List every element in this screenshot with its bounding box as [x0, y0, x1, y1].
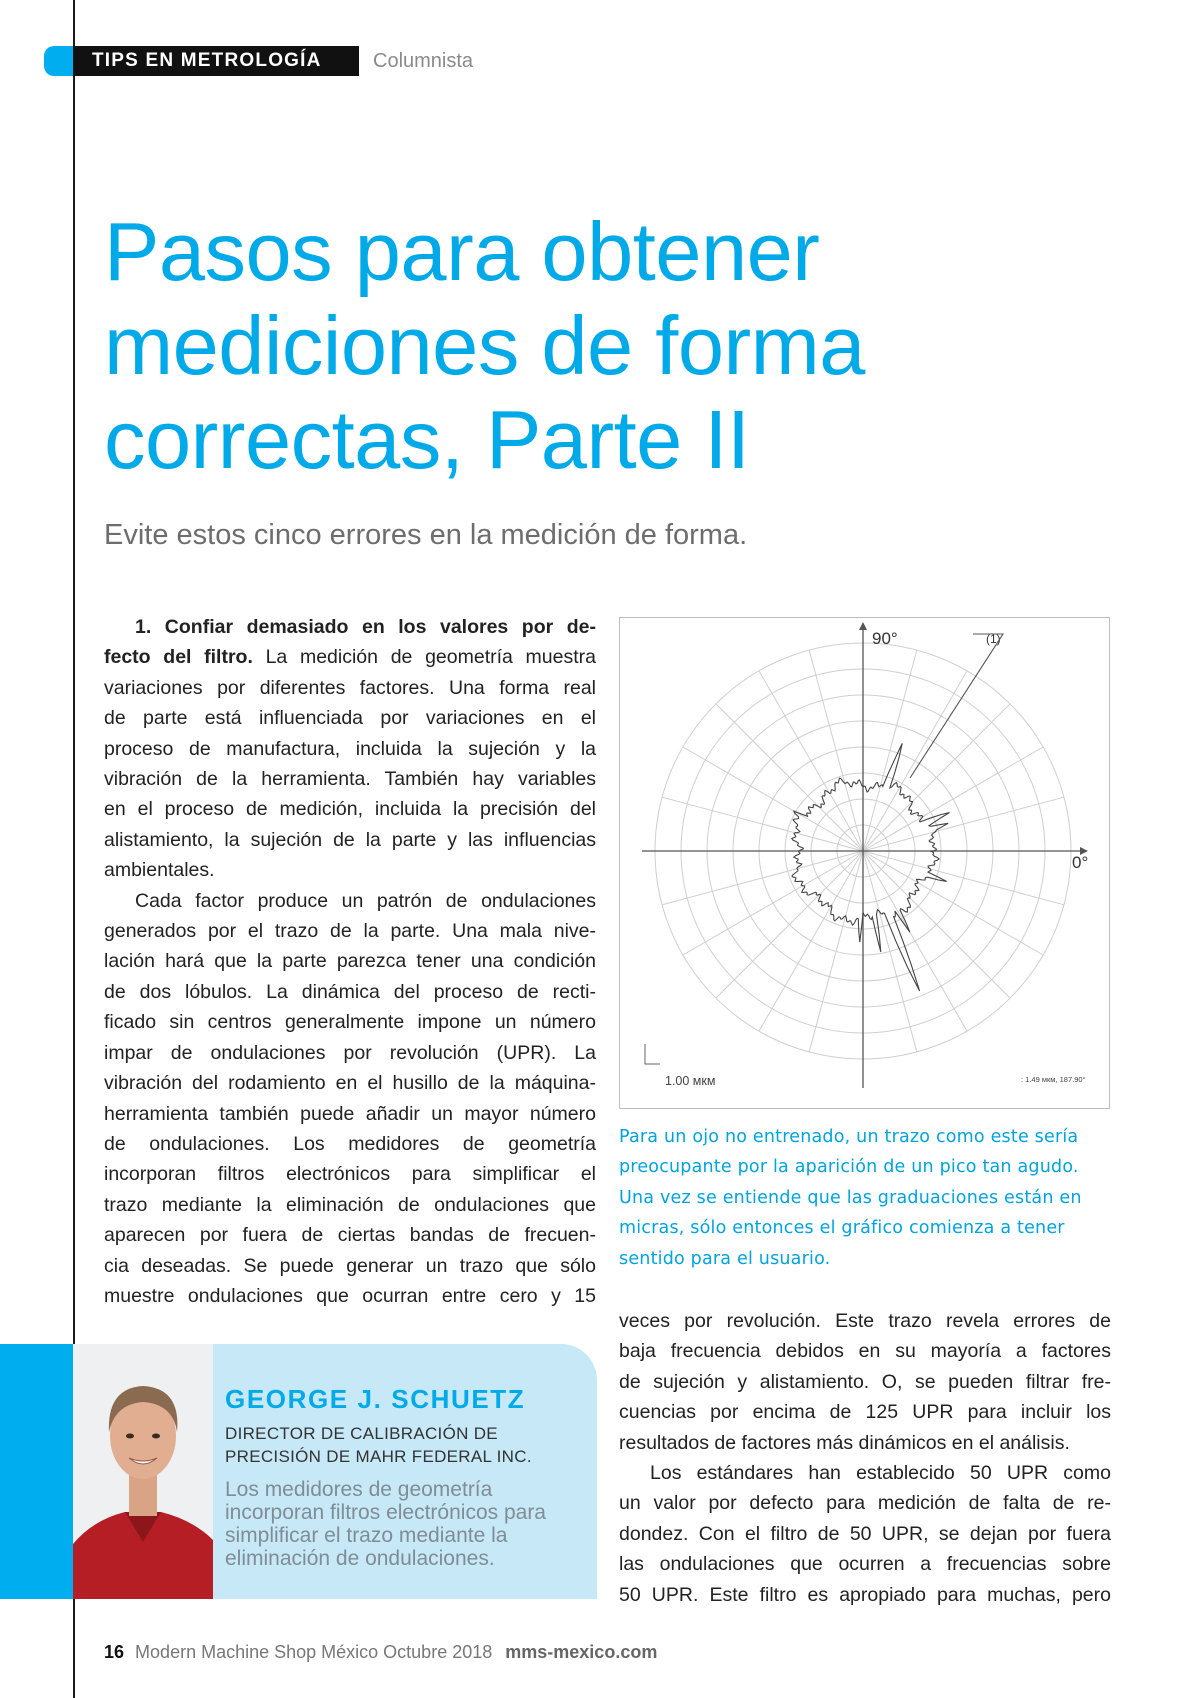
body-line: alistamiento, la sujeción de la parte y las influencias: [104, 828, 596, 851]
caption-line: preocupante por la aparición de un pico tan agudo.: [619, 1157, 1079, 1178]
body-line: 50 UPR. Este filtro es apropiado para muchas, pero: [619, 1583, 1111, 1606]
section-heading-part: 1. Confiar demasiado en los valores por de-: [135, 616, 596, 638]
page-number: 16: [104, 1642, 125, 1662]
header-accent-tab: [44, 46, 73, 76]
quote-line: incorporan filtros electrónicos para: [225, 1501, 546, 1524]
quote-line: simplificar el trazo mediante la: [225, 1524, 508, 1547]
author-pull-quote: [225, 1478, 546, 1570]
title-line: mediciones de forma: [104, 299, 865, 392]
body-line: de parte está influenciada por variaciones en el: [104, 707, 596, 730]
publication-info: Modern Machine Shop México Octubre 2018: [135, 1642, 493, 1662]
body-line: de dos lóbulos. La dinámica del proceso de recti-: [104, 980, 596, 1003]
body-line: de ondulaciones. Los medidores de geometría: [104, 1132, 596, 1155]
body-line: herramienta también puede añadir un mayor número: [104, 1102, 596, 1125]
body-line: un valor por defecto para medición de falta de re-: [619, 1492, 1111, 1515]
author-role-line: DIRECTOR DE CALIBRACIÓN DE: [225, 1424, 498, 1443]
scale-label: 1.00 мкм: [665, 1074, 716, 1088]
body-line: aparecen por fuera de ciertas bandas de frecuen-: [104, 1224, 596, 1247]
body-line: impar de ondulaciones por revolución (UPR). La: [104, 1041, 596, 1064]
body-line: resultados de factores más dinámicos en el análisis.: [619, 1431, 1070, 1454]
body-line: trazo mediante la eliminación de ondulaciones que: [104, 1193, 596, 1216]
body-line: veces por revolución. Este trazo revela errores de: [619, 1310, 1111, 1332]
body-line: las ondulaciones que ocurren a frecuencias sobre: [619, 1553, 1111, 1576]
roundness-trace: [792, 743, 950, 991]
body-line: dondez. Con el filtro de 50 UPR, se dejan por fuera: [619, 1522, 1111, 1545]
author-role-line: PRECISIÓN DE MAHR FEDERAL INC.: [225, 1447, 532, 1466]
body-line: vibración de la herramienta. También hay variables: [104, 768, 596, 791]
label-90-degrees: 90°: [872, 629, 898, 648]
body-line: de sujeción y alistamiento. O, se pueden filtrar fre-: [619, 1370, 1111, 1393]
section-heading-part: fecto del filtro.: [104, 646, 253, 669]
polar-plot-svg: [620, 618, 1109, 1108]
author-accent-bar: [0, 1344, 73, 1599]
scale-bar-icon: [645, 1044, 660, 1064]
article-subtitle: Evite estos cinco errores en la medición de forma.: [104, 519, 748, 551]
body-line: generados por el trazo de la parte. Una mala nive-: [104, 920, 596, 943]
caption-line: Para un ojo no entrenado, un trazo como este sería: [619, 1127, 1079, 1147]
body-column-2: [619, 1306, 1111, 1610]
body-line: [104, 642, 596, 672]
caption-line: micras, sólo entonces el gráfico comienza a tener: [619, 1218, 1065, 1239]
body-line: baja frecuencia debidos en su mayoría a factores: [619, 1340, 1111, 1363]
author-portrait: [73, 1344, 213, 1599]
body-line: en el proceso de medición, incluida la precisión del: [104, 798, 596, 821]
marker-leader-line: [910, 634, 1003, 778]
body-line: muestre ondulaciones que ocurran entre cero y 15: [104, 1284, 596, 1307]
peak-readout: : 1.49 мкм, 187.90°: [1021, 1075, 1086, 1084]
caption-line: sentido para el usuario.: [619, 1248, 831, 1269]
website-link[interactable]: mms-mexico.com: [505, 1642, 658, 1662]
quote-line: Los medidores de geometría: [225, 1478, 493, 1501]
figure-caption: [619, 1122, 1111, 1274]
body-line: cuencias por encima de 125 UPR para incluir los: [619, 1401, 1111, 1424]
marker-label: (1): [986, 632, 1001, 646]
body-line: proceso de manufactura, incluida la sujeción y la: [104, 737, 596, 760]
label-0-degrees: 0°: [1072, 853, 1089, 872]
body-line: ficado sin centros generalmente impone un número: [104, 1011, 596, 1034]
vertical-axis-arrow-icon: [859, 622, 867, 630]
caption-line: Una vez se entiende que las graduaciones están en: [619, 1187, 1082, 1208]
section-label: TIPS EN METROLOGÍA: [92, 50, 322, 71]
body-line: Cada factor produce un patrón de ondulaciones: [135, 889, 596, 912]
title-line: Pasos para obtener: [104, 205, 820, 298]
body-text: La medición de geometría muestra: [252, 646, 596, 669]
body-line: Los estándares han establecido 50 UPR como: [650, 1462, 1111, 1485]
quote-line: eliminación de ondulaciones.: [225, 1547, 495, 1570]
body-line: [104, 612, 596, 642]
body-line: lación hará que la parte parezca tener una condición: [104, 950, 596, 973]
author-box: [73, 1344, 597, 1599]
category-label: Columnista: [373, 50, 474, 72]
body-line: cia deseadas. Se puede generar un trazo que sólo: [104, 1254, 596, 1277]
title-line: correctas, Parte II: [104, 393, 750, 486]
body-column-1: [104, 612, 596, 1311]
body-line: ambientales.: [104, 859, 215, 882]
author-role: [225, 1422, 532, 1468]
page-footer: [104, 1640, 657, 1664]
body-line: variaciones por diferentes factores. Una forma real: [104, 676, 596, 699]
article-title: [104, 205, 1104, 487]
roundness-polar-chart: [619, 617, 1110, 1109]
author-name: GEORGE J. SCHUETZ: [225, 1384, 526, 1414]
body-line: vibración del rodamiento en el husillo de la máquina-: [104, 1072, 596, 1095]
body-line: incorporan filtros electrónicos para simplificar el: [104, 1163, 596, 1186]
